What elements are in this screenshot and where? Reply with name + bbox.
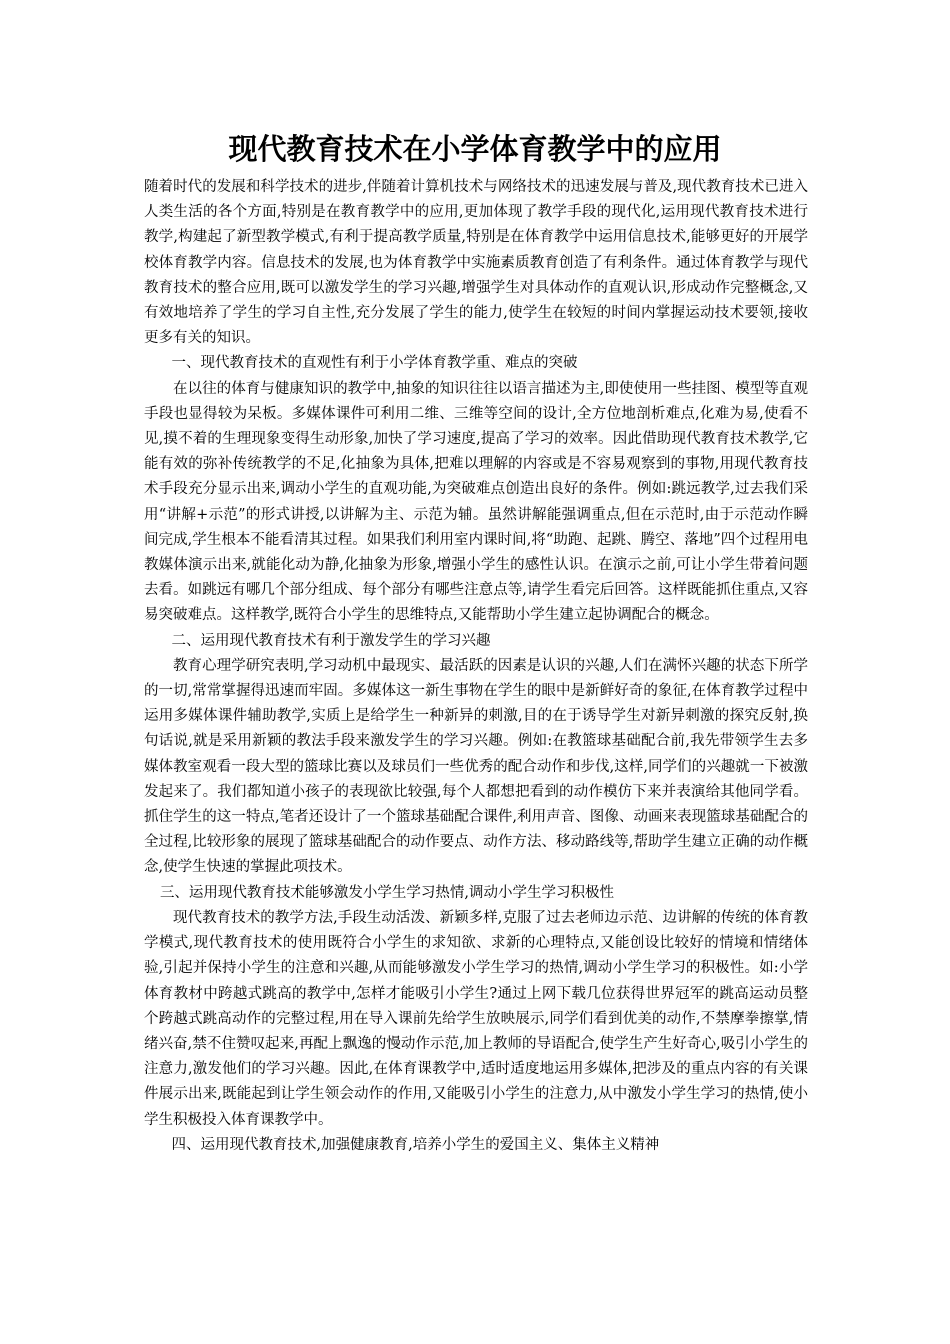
section-1-paragraph: 在以往的体育与健康知识的教学中,抽象的知识往往以语言描述为主,即使使用一些挂图、模型等直观手段也显得较为呆板。多媒体课件可利用二维、三维等空间的设计,全方位地剖析难点,化难为易,使看不见,摸不着的生理现象变得生动形象,加快了学习速度,提高了学习的效率。因此借助现代教育技术教学,它能有效的弥补传统教学的不足,化抽象为具体,把难以理解的内容或是不容易观察到的事物,用现代教育技术手段充分显示出来,调动小学生的直观功能,为突破难点创造出良好的条件。例如:跳远教学,过去我们采用“讲解+示范”的形式讲授,以讲解为主、示范为辅。虽然讲解能强调重点,但在示范时,由于示范动作瞬间完成,学生根本不能看清其过程。如果我们利用室内课时间,将“助跑、起跳、腾空、落地”四个过程用电教媒体演示出来,就能化动为静,化抽象为形象,增强小学生的感性认识。在演示之前,可让小学生带着问题去看。如跳远有哪几个部分组成、每个部分有哪些注意点等,请学生看完后回答。这样既能抓住重点,又容易突破难点。这样教学,既符合小学生的思维特点,又能帮助小学生建立起协调配合的概念。 (144, 380, 808, 624)
document-body (144, 175, 808, 1158)
section-3-heading: 三、运用现代教育技术能够激发小学生学习热情,调动小学生学习积极性 (159, 884, 615, 901)
section-4-heading: 四、运用现代教育技术,加强健康教育,培养小学生的爱国主义、集体主义精神 (171, 1136, 660, 1153)
section-3-paragraph: 现代教育技术的教学方法,手段生动活泼、新颖多样,克服了过去老师边示范、边讲解的传统的体育教学模式,现代教育技术的使用既符合小学生的求知欲、求新的心理特点,又能创设比较好的情境和情绪体验,引起并保持小学生的注意和兴趣,从而能够激发小学生学习的热情,调动小学生学习的积极性。如:小学体育教材中跨越式跳高的教学中,怎样才能吸引小学生?通过上网下载几位获得世界冠军的跳高运动员整个跨越式跳高动作的完整过程,用在导入课前先给学生放映展示,同学们看到优美的动作,不禁摩拳擦掌,情绪兴奋,禁不住赞叹起来,再配上飘逸的慢动作示范,加上教师的导语配合,使学生产生好奇心,吸引小学生的注意力,激发他们的学习兴趣。因此,在体育课教学中,适时适度地运用多媒体,把涉及的重点内容的有关课件展示出来,既能起到让学生领会动作的作用,又能吸引小学生的注意力,从中激发小学生学习的热情,使小学生积极投入体育课教学中。 (144, 909, 808, 1128)
document-title: 现代教育技术在小学体育教学中的应用 (228, 132, 722, 166)
section-2-heading: 二、运用现代教育技术有利于激发学生的学习兴趣 (171, 632, 491, 649)
intro-paragraph: 随着时代的发展和科学技术的进步,伴随着计算机技术与网络技术的迅速发展与普及,现代教育技术已进入人类生活的各个方面,特别是在教育教学中的应用,更加体现了教学手段的现代化,运用现代教育技术进行教学,构建起了新型教学模式,有利于提高教学质量,特别是在体育教学中运用信息技术,能够更好的开展学校体育教学内容。信息技术的发展,也为体育教学中实施素质教育创造了有利条件。通过体育教学与现代教育技术的整合应用,既可以激发学生的学习兴趣,增强学生对具体动作的直观认识,形成动作完整概念,又有效地培养了学生的学习自主性,充分发展了学生的能力,使学生在较短的时间内掌握运动技术要领,接收更多有关的知识。 (144, 179, 808, 347)
section-1-heading: 一、现代教育技术的直观性有利于小学体育教学重、难点的突破 (171, 355, 578, 372)
section-2-paragraph: 教育心理学研究表明,学习动机中最现实、最活跃的因素是认识的兴趣,人们在满怀兴趣的状态下所学的一切,常常掌握得迅速而牢固。多媒体这一新生事物在学生的眼中是新鲜好奇的象征,在体育教学过程中运用多媒体课件辅助教学,实质上是给学生一种新异的刺激,目的在于诱导学生对新异刺激的探究反射,换句话说,就是采用新颖的教法手段来激发学生的学习兴趣。例如:在教篮球基础配合前,我先带领学生去多媒体教室观看一段大型的篮球比赛以及球员们一些优秀的配合动作和步伐,这样,同学们的兴趣就一下被激发起来了。我们都知道小孩子的表现欲比较强,每个人都想把看到的动作模仿下来并表演给其他同学看。抓住学生的这一特点,笔者还设计了一个篮球基础配合课件,利用声音、图像、动画来表现篮球基础配合的全过程,比较形象的展现了篮球基础配合的动作要点、动作方法、移动路线等,帮助学生建立正确的动作概念,使学生快速的掌握此项技术。 (144, 657, 808, 876)
